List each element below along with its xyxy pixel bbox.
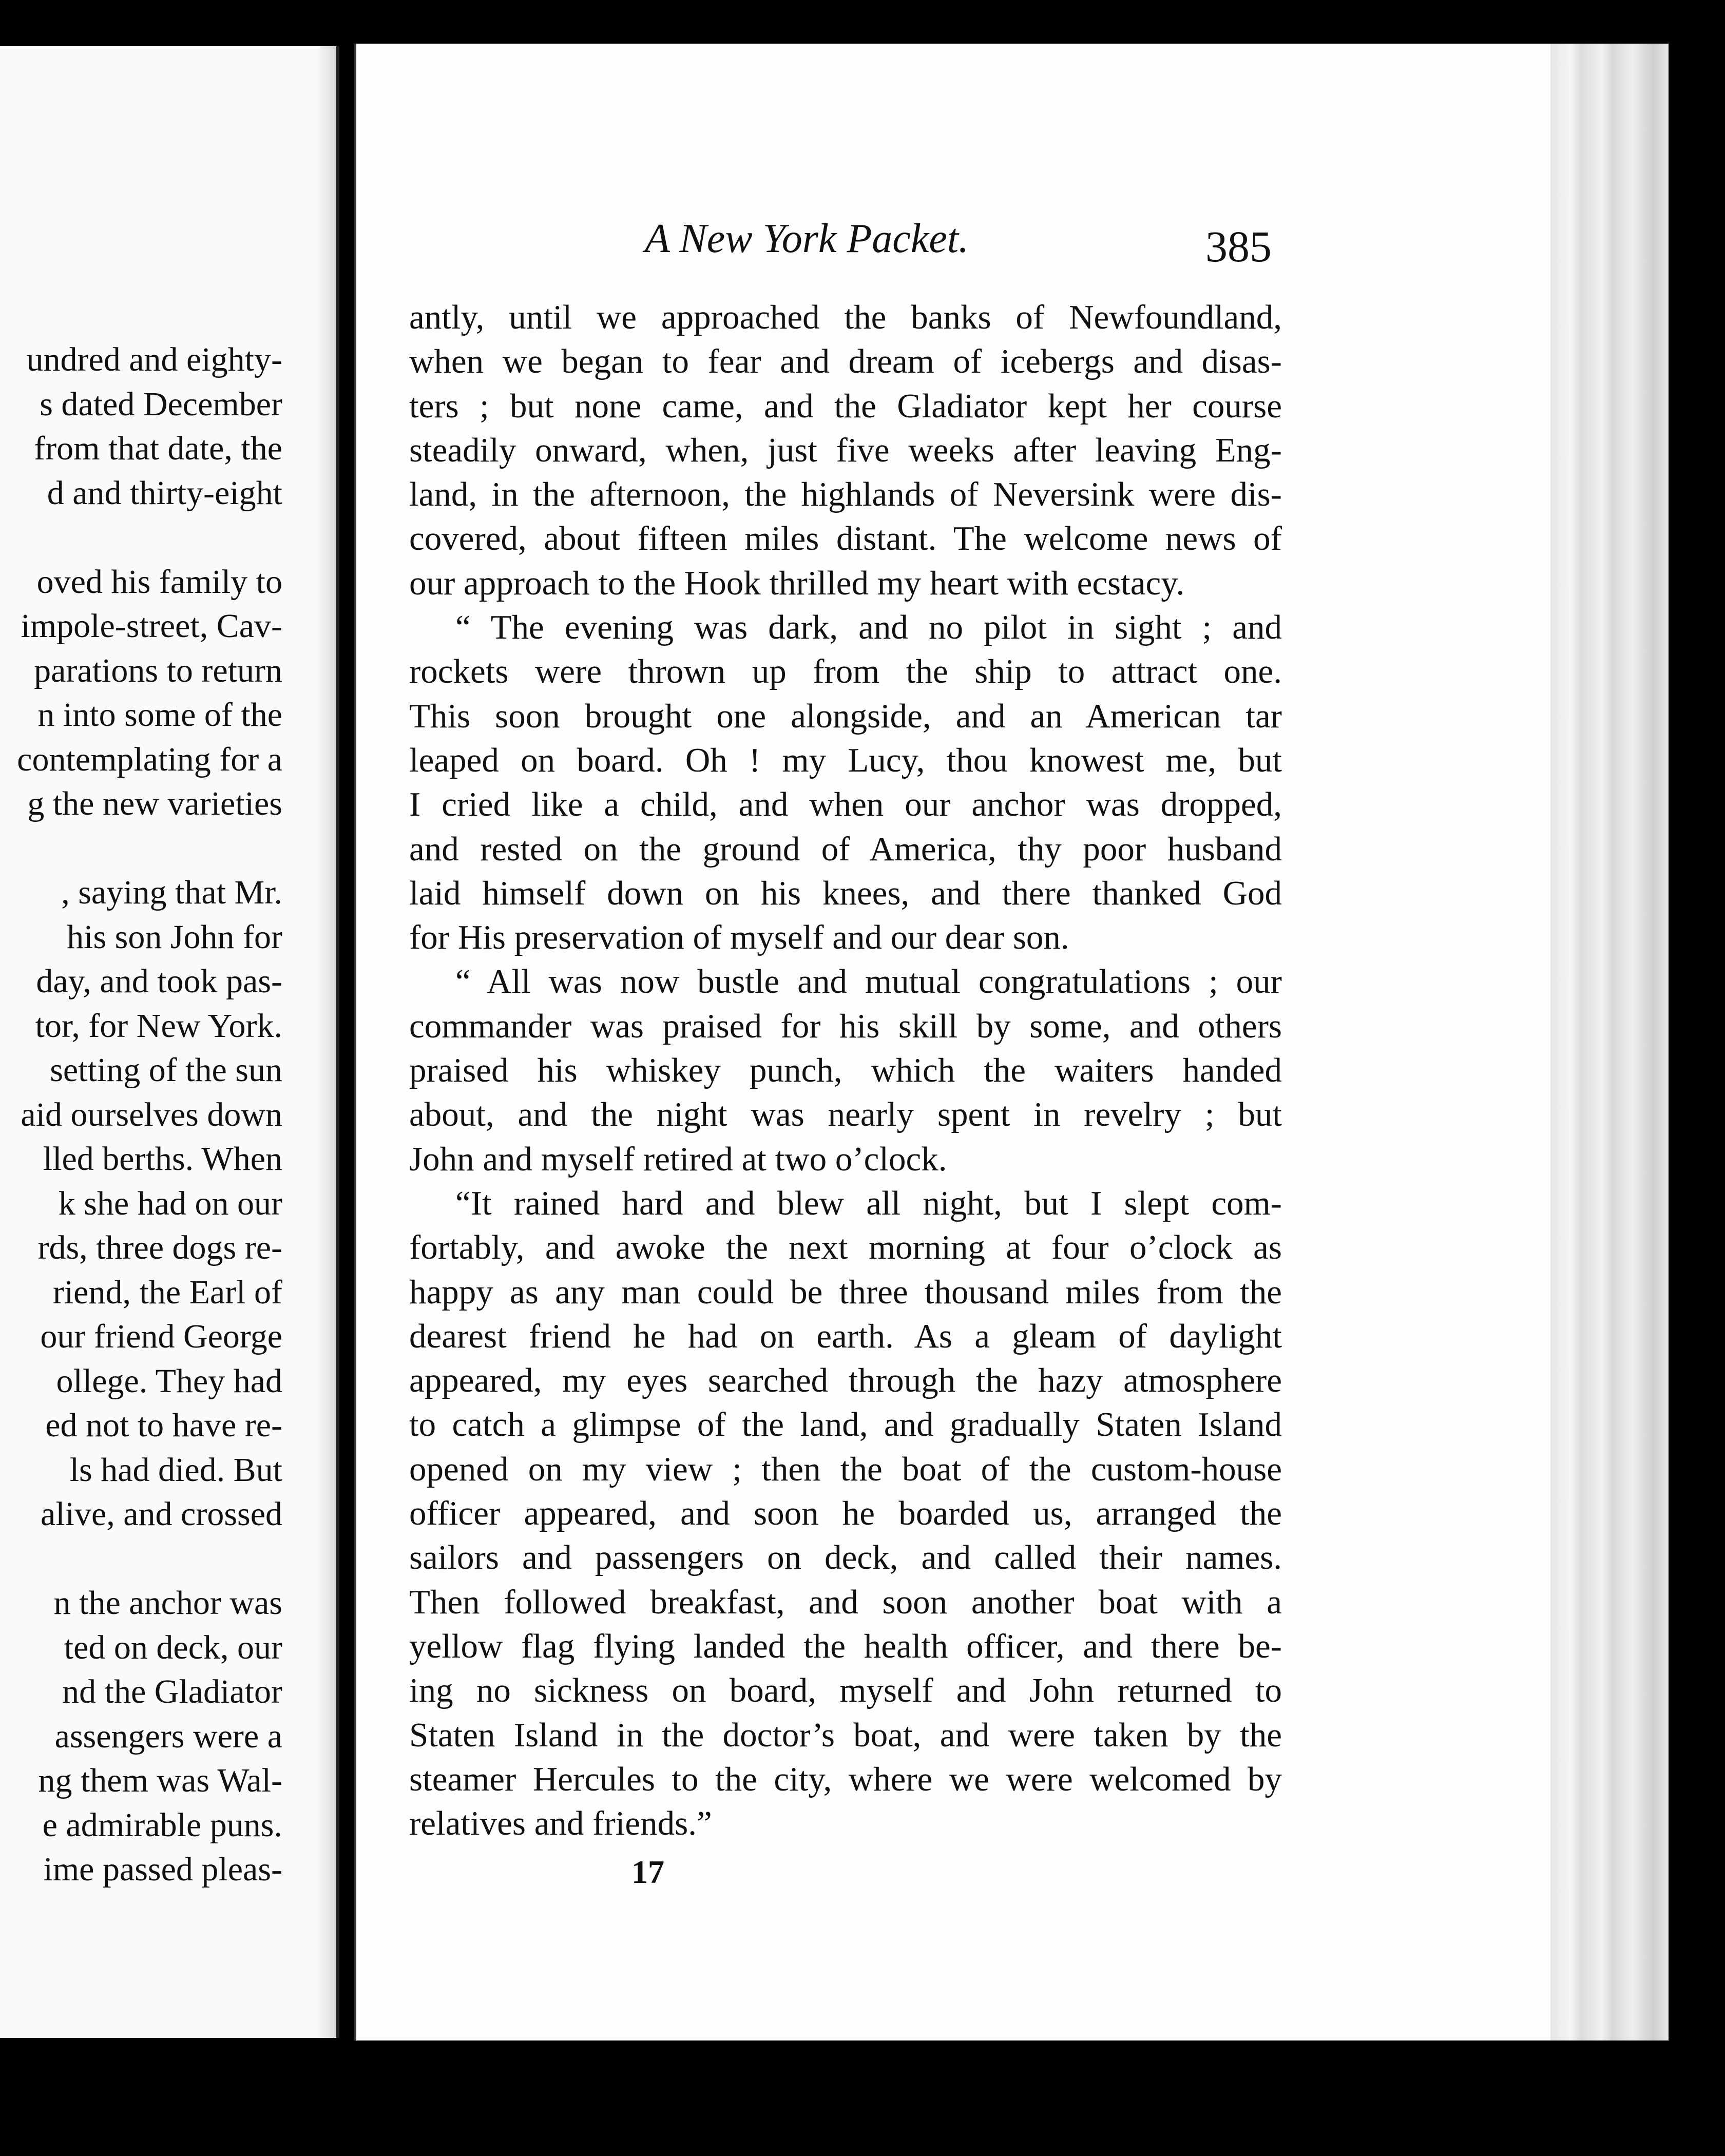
left-page-line: n into some of the <box>37 696 282 734</box>
paragraph <box>409 295 1282 605</box>
text-line: praised his whiskey punch, which the waiters handed <box>409 1051 1282 1090</box>
left-page-line: contemplating for a <box>17 740 282 778</box>
text-line: commander was praised for his skill by some, and others <box>409 1007 1282 1045</box>
paragraph <box>409 605 1282 959</box>
left-page-line: ted on deck, our <box>64 1628 282 1666</box>
text-line: Then followed breakfast, and soon another boat with a <box>409 1583 1282 1621</box>
left-page-line: impole-street, Cav- <box>21 607 282 645</box>
text-line: antly, until we approached the banks of Newfoundland, <box>409 298 1282 336</box>
left-page-line: g the new varieties <box>27 785 282 822</box>
left-page-gutter-shadow <box>316 46 336 2038</box>
left-page-line: ed not to have re- <box>45 1407 282 1444</box>
left-page-line: ls had died. But <box>69 1451 282 1489</box>
running-head: A New York Packet. <box>645 216 969 261</box>
left-page-line: rds, three dogs re- <box>37 1229 282 1266</box>
text-line: and rested on the ground of America, thy poor husband <box>409 830 1282 868</box>
left-page-line: n the anchor was <box>53 1584 282 1622</box>
text-line: about, and the night was nearly spent in revelry ; but <box>409 1095 1282 1134</box>
page-number: 385 <box>1205 222 1272 271</box>
text-line: when we began to fear and dream of icebergs and disas- <box>409 342 1282 381</box>
left-page-line <box>0 826 282 871</box>
text-line: ing no sickness on board, myself and John returned to <box>409 1671 1282 1710</box>
left-page-line <box>0 515 282 560</box>
text-line: land, in the afternoon, the highlands of Neversink were dis- <box>409 475 1282 514</box>
text-line: rockets were thrown up from the ship to attract one. <box>409 652 1282 691</box>
text-line: ters ; but none came, and the Gladiator kept her course <box>409 387 1282 425</box>
text-line: Staten Island in the doctor’s boat, and were taken by the <box>409 1716 1282 1754</box>
left-page-line: our friend George <box>40 1318 282 1355</box>
left-page-line: , saying that Mr. <box>61 874 282 911</box>
left-page-line: e admirable puns. <box>42 1806 282 1844</box>
paragraph <box>409 1181 1282 1845</box>
left-page-line: from that date, the <box>34 430 282 467</box>
left-page-line: his son John for <box>67 918 282 956</box>
text-line: fortably, and awoke the next morning at four o’clock as <box>409 1228 1282 1267</box>
text-line: laid himself down on his knees, and there thanked God <box>409 874 1282 912</box>
left-page-line: ime passed pleas- <box>43 1851 282 1888</box>
text-line: steamer Hercules to the city, where we were welcomed by <box>409 1760 1282 1798</box>
text-line: our approach to the Hook thrilled my heart with ecstacy. <box>409 564 1185 602</box>
text-line: to catch a glimpse of the land, and gradually Staten Island <box>409 1406 1282 1444</box>
text-line: officer appeared, and soon he boarded us, arranged the <box>409 1494 1282 1533</box>
text-line: “It rained hard and blew all night, but I slept com- <box>455 1184 1282 1222</box>
left-page-line: tor, for New York. <box>35 1007 282 1045</box>
signature-mark: 17 <box>631 1854 664 1890</box>
text-line: steadily onward, when, just five weeks after leaving Eng- <box>409 431 1282 469</box>
body-text <box>409 295 1282 1845</box>
left-page-line: s dated December <box>40 385 282 423</box>
left-page <box>0 46 339 2038</box>
left-page-line: alive, and crossed <box>41 1495 282 1533</box>
left-page-line: parations to return <box>34 651 282 689</box>
left-page-line: assengers were a <box>54 1717 282 1755</box>
left-page-line: d and thirty-eight <box>47 474 282 512</box>
left-page-text <box>0 338 282 1892</box>
text-line: for His preservation of myself and our dear son. <box>409 918 1069 957</box>
text-line: appeared, my eyes searched through the hazy atmosphere <box>409 1361 1282 1400</box>
left-page-line: day, and took pas- <box>36 962 282 1000</box>
left-page-line: aid ourselves down <box>21 1095 282 1133</box>
text-line: leaped on board. Oh ! my Lucy, thou knowest me, but <box>409 741 1282 779</box>
left-page-line: ollege. They had <box>56 1362 282 1400</box>
left-page-line: k she had on our <box>58 1184 282 1222</box>
paragraph <box>409 959 1282 1181</box>
text-line: covered, about fifteen miles distant. The welcome news of <box>409 519 1282 558</box>
text-line: dearest friend he had on earth. As a gleam of daylight <box>409 1317 1282 1355</box>
text-line: This soon brought one alongside, and an American tar <box>409 697 1282 735</box>
left-page-line: nd the Gladiator <box>62 1673 282 1710</box>
left-page-line: lled berths. When <box>43 1140 282 1178</box>
text-line: I cried like a child, and when our anchor was dropped, <box>409 785 1282 824</box>
left-page-line: riend, the Earl of <box>52 1273 282 1311</box>
left-page-line: oved his family to <box>36 563 282 601</box>
text-line: relatives and friends.” <box>409 1804 712 1843</box>
text-line: John and myself retired at two o’clock. <box>409 1140 947 1178</box>
text-line: opened on my view ; then the boat of the custom-house <box>409 1450 1282 1488</box>
text-line: sailors and passengers on deck, and called their names. <box>409 1538 1282 1577</box>
left-page-line <box>0 1537 282 1582</box>
text-line: happy as any man could be three thousand miles from the <box>409 1273 1282 1311</box>
left-page-line: undred and eighty- <box>26 341 282 378</box>
text-line: “ The evening was dark, and no pilot in sight ; and <box>455 608 1282 647</box>
left-page-line: setting of the sun <box>50 1051 282 1089</box>
left-page-line: ng them was Wal- <box>38 1762 282 1799</box>
text-line: yellow flag flying landed the health officer, and there be- <box>409 1627 1282 1665</box>
page-edge-stack <box>1550 44 1669 2040</box>
text-line: “ All was now bustle and mutual congratulations ; our <box>455 962 1282 1001</box>
